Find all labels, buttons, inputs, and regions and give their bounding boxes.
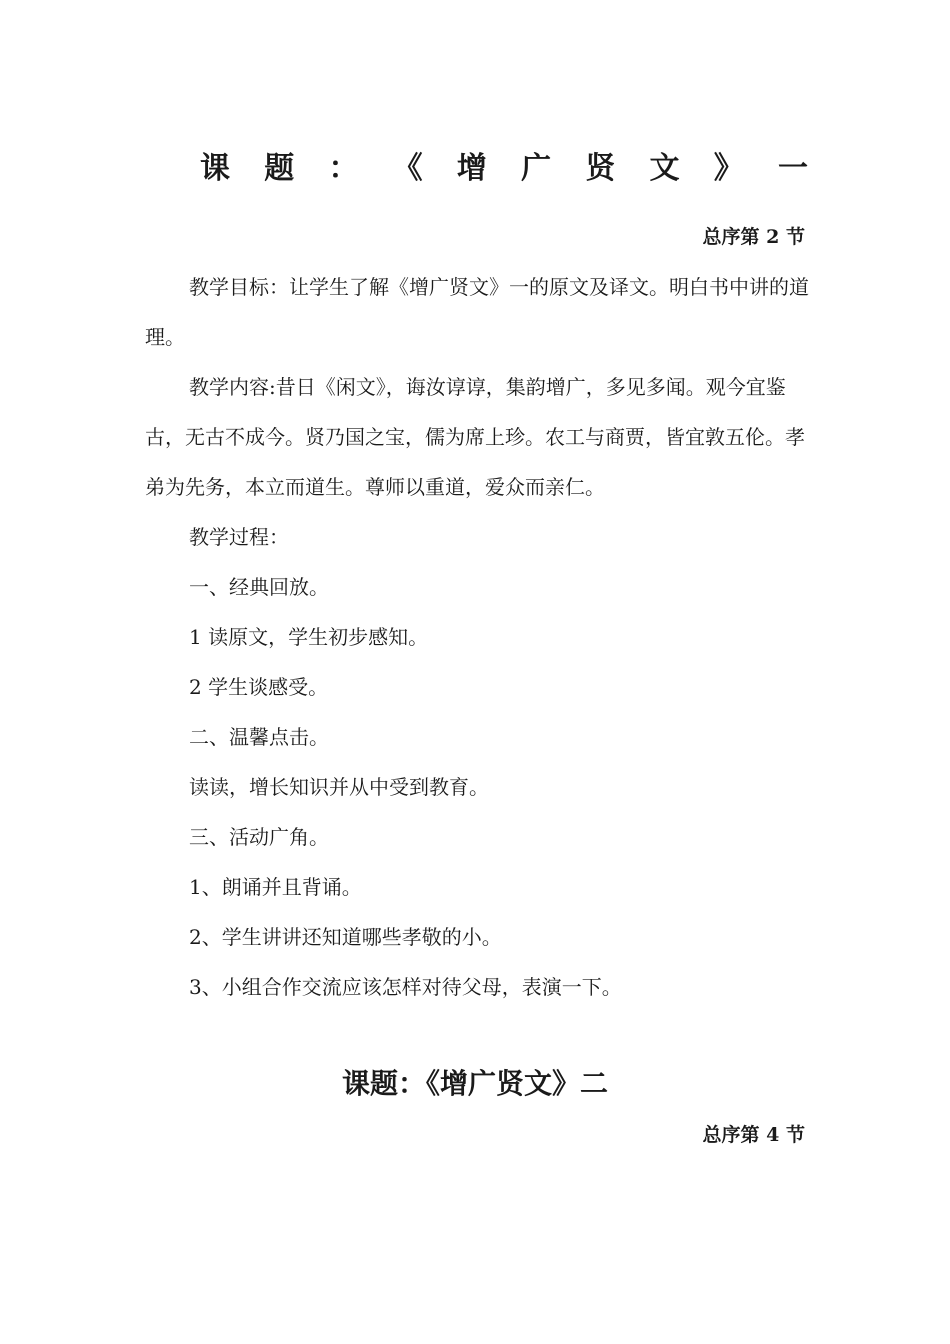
lesson-2-title: 课题：《增广贤文》二 <box>341 1067 608 1100</box>
title-char: 《 <box>392 151 423 186</box>
process-step: 二、温馨点击。 <box>189 725 329 749</box>
process-step: 读读，增长知识并从中受到教育。 <box>189 775 489 799</box>
title-char: ： <box>328 151 359 186</box>
process-step: 1、朗诵并且背诵。 <box>189 875 362 899</box>
teaching-process-label: 教学过程： <box>189 525 289 549</box>
process-step: 3、小组合作交流应该怎样对待父母，表演一下。 <box>189 975 622 999</box>
title-char: 》 <box>713 151 744 186</box>
title-char: 课 <box>200 151 230 186</box>
title-char: 广 <box>521 151 552 186</box>
lesson-1-body <box>145 262 810 1012</box>
process-step: 2、学生讲讲还知道哪些孝敬的小。 <box>189 925 502 949</box>
teaching-content: 教学内容:昔日《闲文》，诲汝谆谆，集韵增广，多见多闻。观今宜鉴古，无古不成今。贤乃国之宝，儒为席上珍。农工与商贾，皆宜敦五伦。孝弟为先务，本立而道生。尊师以重道，爱众而亲仁。 <box>145 375 805 499</box>
title-char: 一 <box>777 151 808 186</box>
title-char: 贤 <box>585 151 616 186</box>
teaching-goal: 教学目标：让学生了解《增广贤文》一的原文及译文。明白书中讲的道理。 <box>145 275 809 349</box>
title-char: 增 <box>456 151 487 186</box>
lesson-1-title <box>200 140 808 190</box>
process-step: 1 读原文，学生初步感知。 <box>189 625 429 649</box>
title-char: 文 <box>649 151 680 186</box>
process-step: 一、经典回放。 <box>189 575 329 599</box>
lesson-2-serial: 总序第 4 节 <box>702 1124 805 1146</box>
process-step: 2 学生谈感受。 <box>189 675 329 699</box>
process-step: 三、活动广角。 <box>189 825 329 849</box>
title-char: 题 <box>264 151 295 186</box>
lesson-1-serial: 总序第 2 节 <box>702 226 805 248</box>
